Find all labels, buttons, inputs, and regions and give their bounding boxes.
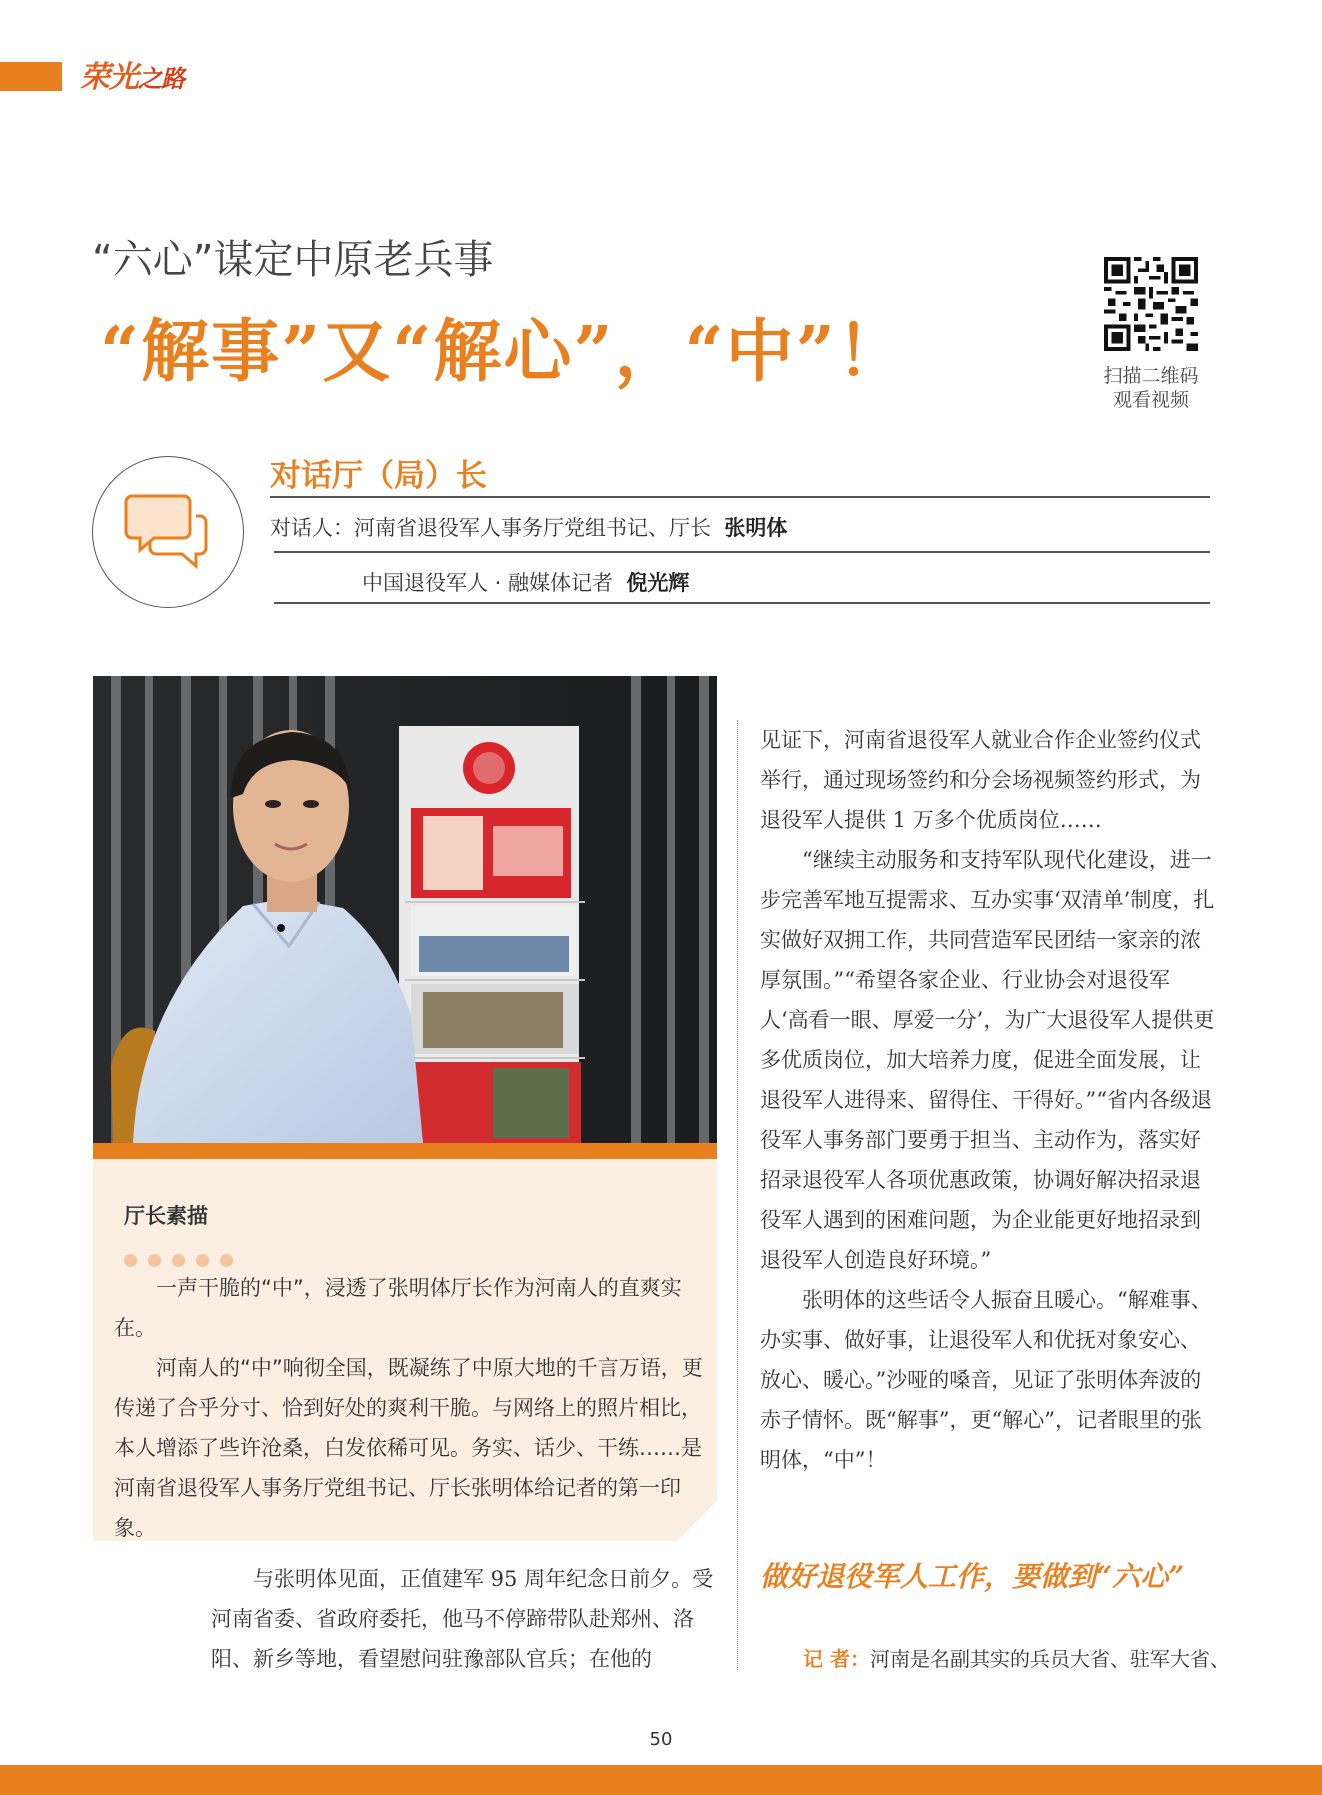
sketch-paragraph: 河南人的“中”响彻全国，既凝练了中原大地的千言万语，更传递了合乎分寸、恰到好处的爽利干脆。与网络上的照片相比，本人增添了些许沧桑，白发依稀可见。务实、话少、干练……是河南省退役军人事务厅党组书记、厅长张明体给记者的第一印象。	[114, 1356, 703, 1540]
qr-code-icon[interactable]	[1104, 257, 1198, 351]
decorative-dot	[220, 1254, 233, 1267]
article-title: “解事”又“解心”，“中”！	[100, 312, 907, 392]
chat-bubbles-icon	[92, 456, 244, 608]
decorative-dot	[196, 1254, 209, 1267]
divider-line	[274, 602, 1210, 604]
sketch-text	[114, 1268, 706, 1548]
photo-accent-bar	[93, 1143, 717, 1159]
reporter-line: 中国退役军人 · 融媒体记者 倪光辉	[362, 571, 690, 595]
body-paragraph: 与张明体见面，正值建军 95 周年纪念日前夕。受河南省委、省政府委托，他马不停蹄带队赴郑州、洛阳、新乡等地，看望慰问驻豫部队官兵；在他的	[211, 1567, 714, 1671]
interviewee-line: 对话人：河南省退役军人事务厅党组书记、厅长 张明体	[270, 516, 788, 540]
sketch-paragraph: 一声干脆的“中”，浸透了张明体厅长作为河南人的直爽实在。	[114, 1276, 682, 1340]
page-fold-corner	[677, 1501, 717, 1541]
reporter-question: 记 者：河南是名副其实的兵员大省、驻军大省、	[803, 1647, 1230, 1671]
article-subtitle: “六心”谋定中原老兵事	[92, 237, 494, 283]
interview-photo	[93, 676, 717, 1143]
right-column-body	[760, 720, 1218, 1480]
left-column-body	[211, 1559, 719, 1679]
body-paragraph: 张明体的这些话令人振奋且暖心。“解难事、办实事、做好事，让退役军人和优抚对象安心、放心、暖心。”沙哑的嗓音，见证了张明体奔波的赤子情怀。既“解事”，更“解心”，记者眼里的张明体，“中”！	[760, 1288, 1212, 1472]
dialog-badge	[92, 456, 244, 608]
sketch-title: 厅长素描	[124, 1204, 208, 1228]
decorative-dot	[172, 1254, 185, 1267]
qr-caption: 扫描二维码 观看视频	[1103, 365, 1199, 411]
divider-line	[270, 496, 1210, 498]
body-paragraph: 见证下，河南省退役军人就业合作企业签约仪式举行，通过现场签约和分会场视频签约形式，为退役军人提供 1 万多个优质岗位……	[760, 728, 1201, 832]
header-accent-tab	[0, 62, 62, 91]
decorative-dot	[148, 1254, 161, 1267]
column-divider	[737, 720, 738, 1670]
magazine-section-logo: 荣光之路	[80, 60, 184, 95]
divider-line	[274, 551, 1210, 553]
body-paragraph: “继续主动服务和支持军队现代化建设，进一步完善军地互提需求、互办实事‘双清单’制度，扎实做好双拥工作，共同营造军民团结一家亲的浓厚氛围。”“希望各家企业、行业协会对退役军人‘高看一眼、厚爱一分’，为广大退役军人提供更多优质岗位，加大培养力度，促进全面发展，让退役军人进得来、留得住、干得好。”“省内各级退役军人事务部门要勇于担当、主动作为，落实好招录退役军人各项优惠政策，协调好解决招录退役军人遇到的困难问题，为企业能更好地招录到退役军人创造良好环境。”	[760, 848, 1215, 1272]
section-heading: 做好退役军人工作，要做到“六心”	[760, 1560, 1185, 1593]
footer-accent-bar	[0, 1765, 1322, 1795]
column-label: 对话厅（局）长	[270, 458, 487, 494]
page-number: 50	[649, 1729, 673, 1750]
decorative-dot	[124, 1254, 137, 1267]
